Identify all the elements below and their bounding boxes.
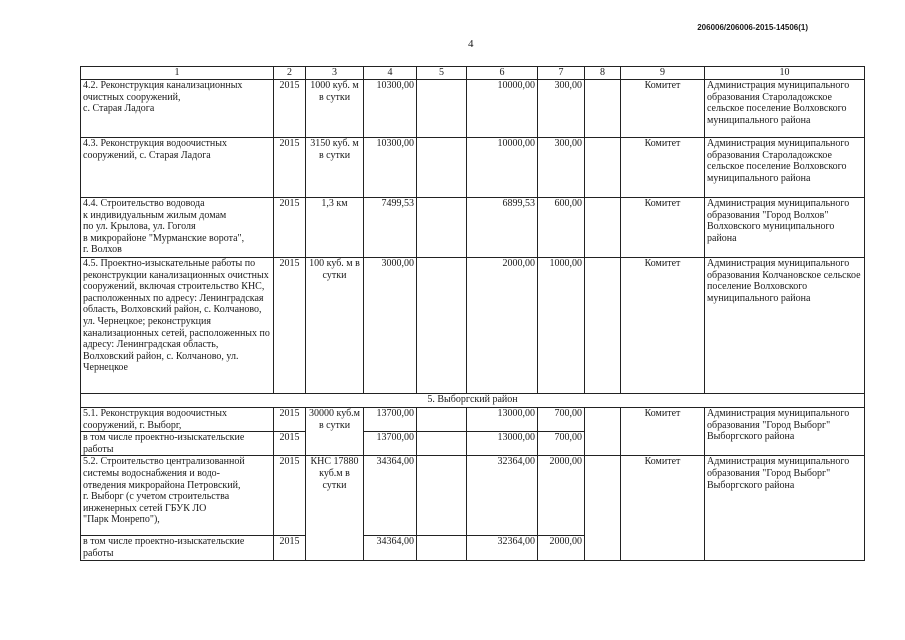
col5-cell (417, 536, 467, 560)
header-cell: 10 (705, 67, 865, 80)
object-name-cell: 4.3. Реконструкция водоочистных сооружений, с. Старая Ладога (81, 138, 274, 198)
table-row (81, 138, 865, 198)
col5-cell (417, 80, 467, 138)
col7-cell: 700,00 (538, 432, 585, 456)
executor-cell: Комитет (621, 198, 705, 258)
col5-cell (417, 456, 467, 536)
col8-cell (585, 258, 621, 394)
capacity-cell: 30000 куб.м в сутки (306, 408, 364, 456)
executor-cell: Комитет (621, 408, 705, 456)
col8-cell (585, 198, 621, 258)
document-id: 206006/206006-2015-14506(1) (697, 23, 808, 32)
executor-cell: Комитет (621, 258, 705, 394)
col8-cell (585, 456, 621, 560)
table-row (81, 80, 865, 138)
col8-cell (585, 138, 621, 198)
participant-cell: Администрация муниципального образования "Город Выборг" Выборгского района (705, 456, 865, 560)
table-row (81, 198, 865, 258)
col7-cell: 700,00 (538, 408, 585, 432)
header-cell: 6 (467, 67, 538, 80)
section-row (81, 394, 865, 408)
capacity-cell: КНС 17880 куб.м в сутки (306, 456, 364, 560)
participant-cell: Администрация муниципального образования "Город Волхов" Волховского муниципального района (705, 198, 865, 258)
col6-cell: 13000,00 (467, 432, 538, 456)
col7-cell: 600,00 (538, 198, 585, 258)
col5-cell (417, 198, 467, 258)
total-cell: 13700,00 (364, 408, 417, 432)
header-cell: 7 (538, 67, 585, 80)
capacity-cell: 100 куб. м в сутки (306, 258, 364, 394)
total-cell: 3000,00 (364, 258, 417, 394)
total-cell: 7499,53 (364, 198, 417, 258)
total-cell: 34364,00 (364, 456, 417, 536)
col6-cell: 6899,53 (467, 198, 538, 258)
program-table (80, 66, 865, 561)
year-cell: 2015 (274, 198, 306, 258)
col6-cell: 13000,00 (467, 408, 538, 432)
object-name-cell: в том числе проектно-изыскательские работы (81, 536, 274, 560)
year-cell: 2015 (274, 536, 306, 560)
header-cell: 4 (364, 67, 417, 80)
total-cell: 34364,00 (364, 536, 417, 560)
year-cell: 2015 (274, 258, 306, 394)
col6-cell: 10000,00 (467, 80, 538, 138)
participant-cell: Администрация муниципального образования "Город Выборг" Выборгского района (705, 408, 865, 456)
year-cell: 2015 (274, 456, 306, 536)
year-cell: 2015 (274, 432, 306, 456)
total-cell: 10300,00 (364, 80, 417, 138)
col7-cell: 300,00 (538, 80, 585, 138)
executor-cell: Комитет (621, 80, 705, 138)
col8-cell (585, 80, 621, 138)
year-cell: 2015 (274, 408, 306, 432)
header-cell: 8 (585, 67, 621, 80)
executor-cell: Комитет (621, 456, 705, 560)
col5-cell (417, 432, 467, 456)
header-cell: 3 (306, 67, 364, 80)
table-row (81, 456, 865, 536)
capacity-cell: 3150 куб. м в сутки (306, 138, 364, 198)
col6-cell: 32364,00 (467, 456, 538, 536)
table-row (81, 258, 865, 394)
page-number: 4 (468, 38, 474, 50)
participant-cell: Администрация муниципального образования Колчановское сельское поселение Волховского муниципального района (705, 258, 865, 394)
year-cell: 2015 (274, 80, 306, 138)
section-title: 5. Выборгский район (81, 394, 865, 408)
participant-cell: Администрация муниципального образования Староладожское сельское поселение Волховского муниципального района (705, 138, 865, 198)
total-cell: 10300,00 (364, 138, 417, 198)
total-cell: 13700,00 (364, 432, 417, 456)
header-cell: 5 (417, 67, 467, 80)
participant-cell: Администрация муниципального образования Староладожское сельское поселение Волховского муниципального района (705, 80, 865, 138)
header-cell: 9 (621, 67, 705, 80)
table-row (81, 408, 865, 432)
object-name-cell: 5.1. Реконструкция водоочистных сооружений, г. Выборг, (81, 408, 274, 432)
object-name-cell: 5.2. Строительство централизованной системы водоснабжения и водо- отведения микрорайона Петровский, г. Выборг (с учетом строительства инженерных сетей ГБУК ЛО "Парк Монрепо"), (81, 456, 274, 536)
capacity-cell: 1,3 км (306, 198, 364, 258)
year-cell: 2015 (274, 138, 306, 198)
capacity-cell: 1000 куб. м в сутки (306, 80, 364, 138)
col7-cell: 300,00 (538, 138, 585, 198)
object-name-cell: 4.2. Реконструкция канализационных очистных сооружений, с. Старая Ладога (81, 80, 274, 138)
col5-cell (417, 408, 467, 432)
col5-cell (417, 138, 467, 198)
col7-cell: 1000,00 (538, 258, 585, 394)
object-name-cell: в том числе проектно-изыскательские работы (81, 432, 274, 456)
col6-cell: 10000,00 (467, 138, 538, 198)
col6-cell: 32364,00 (467, 536, 538, 560)
header-row (81, 67, 865, 80)
object-name-cell: 4.5. Проектно-изыскательные работы по реконструкции канализационных очистных сооружений, включая строительство КНС, расположенных по адресу: Ленинградская область, Волховский район, с. Колчаново, ул. Чернецкое; реконструкция канализационных сетей, расположенных по адресу: Ленинградская область, Волховский район, с. Колчаново, ул. Чернецкое (81, 258, 274, 394)
header-cell: 2 (274, 67, 306, 80)
col6-cell: 2000,00 (467, 258, 538, 394)
col8-cell (585, 408, 621, 456)
header-cell: 1 (81, 67, 274, 80)
col7-cell: 2000,00 (538, 456, 585, 536)
col5-cell (417, 258, 467, 394)
col7-cell: 2000,00 (538, 536, 585, 560)
object-name-cell: 4.4. Строительство водовода к индивидуальным жилым домам по ул. Крылова, ул. Гоголя в микрорайоне "Мурманские ворота", г. Волхов (81, 198, 274, 258)
executor-cell: Комитет (621, 138, 705, 198)
